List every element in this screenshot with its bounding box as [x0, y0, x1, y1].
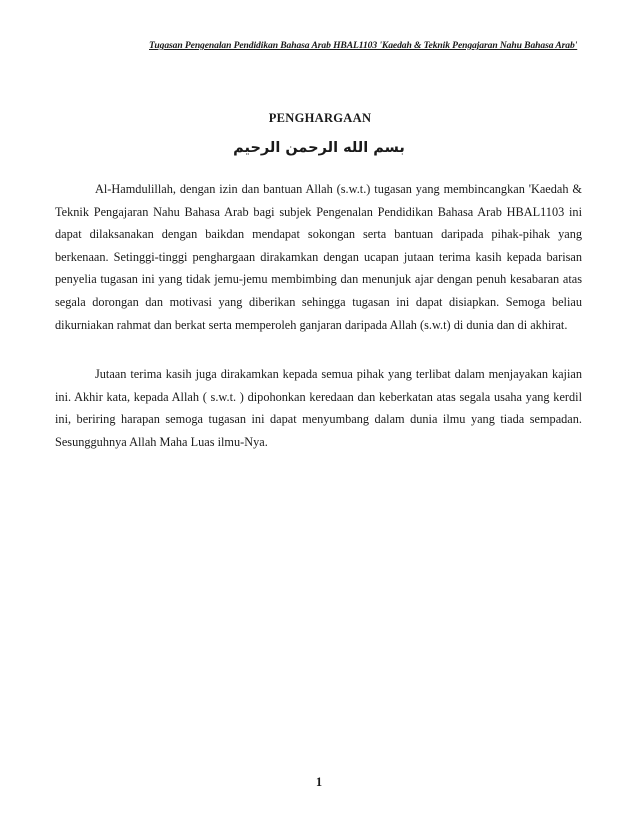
page-title: PENGHARGAAN: [268, 111, 372, 125]
acknowledgement-paragraph-2: Jutaan terima kasih juga dirakamkan kepada semua pihak yang terlibat dalam menjayakan kajian ini. Akhir kata, kepada Allah ( s.w.t. ) dipohonkan keredaan dan keberkatan atas segala usaha yang kerdil ini, beriring harapan semoga tugasan ini dapat menyumbang dalam dunia ilmu yang tiada sempadan. Sesungguhnya Allah Maha Luas ilmu-Nya.: [55, 367, 582, 449]
running-header: Tugasan Pengenalan Pendidikan Bahasa Arab HBAL1103 'Kaedah & Teknik Pengajaran Nahu Bahasa Arab': [149, 40, 578, 51]
basmala-text: بسم الله الرحمن الرحيم: [233, 140, 405, 156]
page-number: 1: [315, 775, 323, 789]
acknowledgement-paragraph-1: Al-Hamdulillah, dengan izin dan bantuan Allah (s.w.t.) tugasan yang membincangkan 'Kaedah & Teknik Pengajaran Nahu Bahasa Arab bagi subjek Pengenalan Pendidikan Bahasa Arab HBAL1103 ini dapat dilaksanakan dengan baikdan mendapat sokongan serta bantuan daripada pihak-pihak yang berkenaan. Setinggi-tinggi penghargaan dirakamkan dengan ucapan jutaan terima kasih kepada barisan penyelia tugasan ini yang tidak jemu-jemu membimbing dan menunjuk ajar dengan penuh kesabaran atas segala dorongan dan motivasi yang diberikan sehingga tugasan ini dapat disiapkan. Semoga beliau dikurniakan rahmat dan berkat serta memperoleh ganjaran daripada Allah (s.w.t) di dunia dan di akhirat.: [55, 182, 582, 332]
